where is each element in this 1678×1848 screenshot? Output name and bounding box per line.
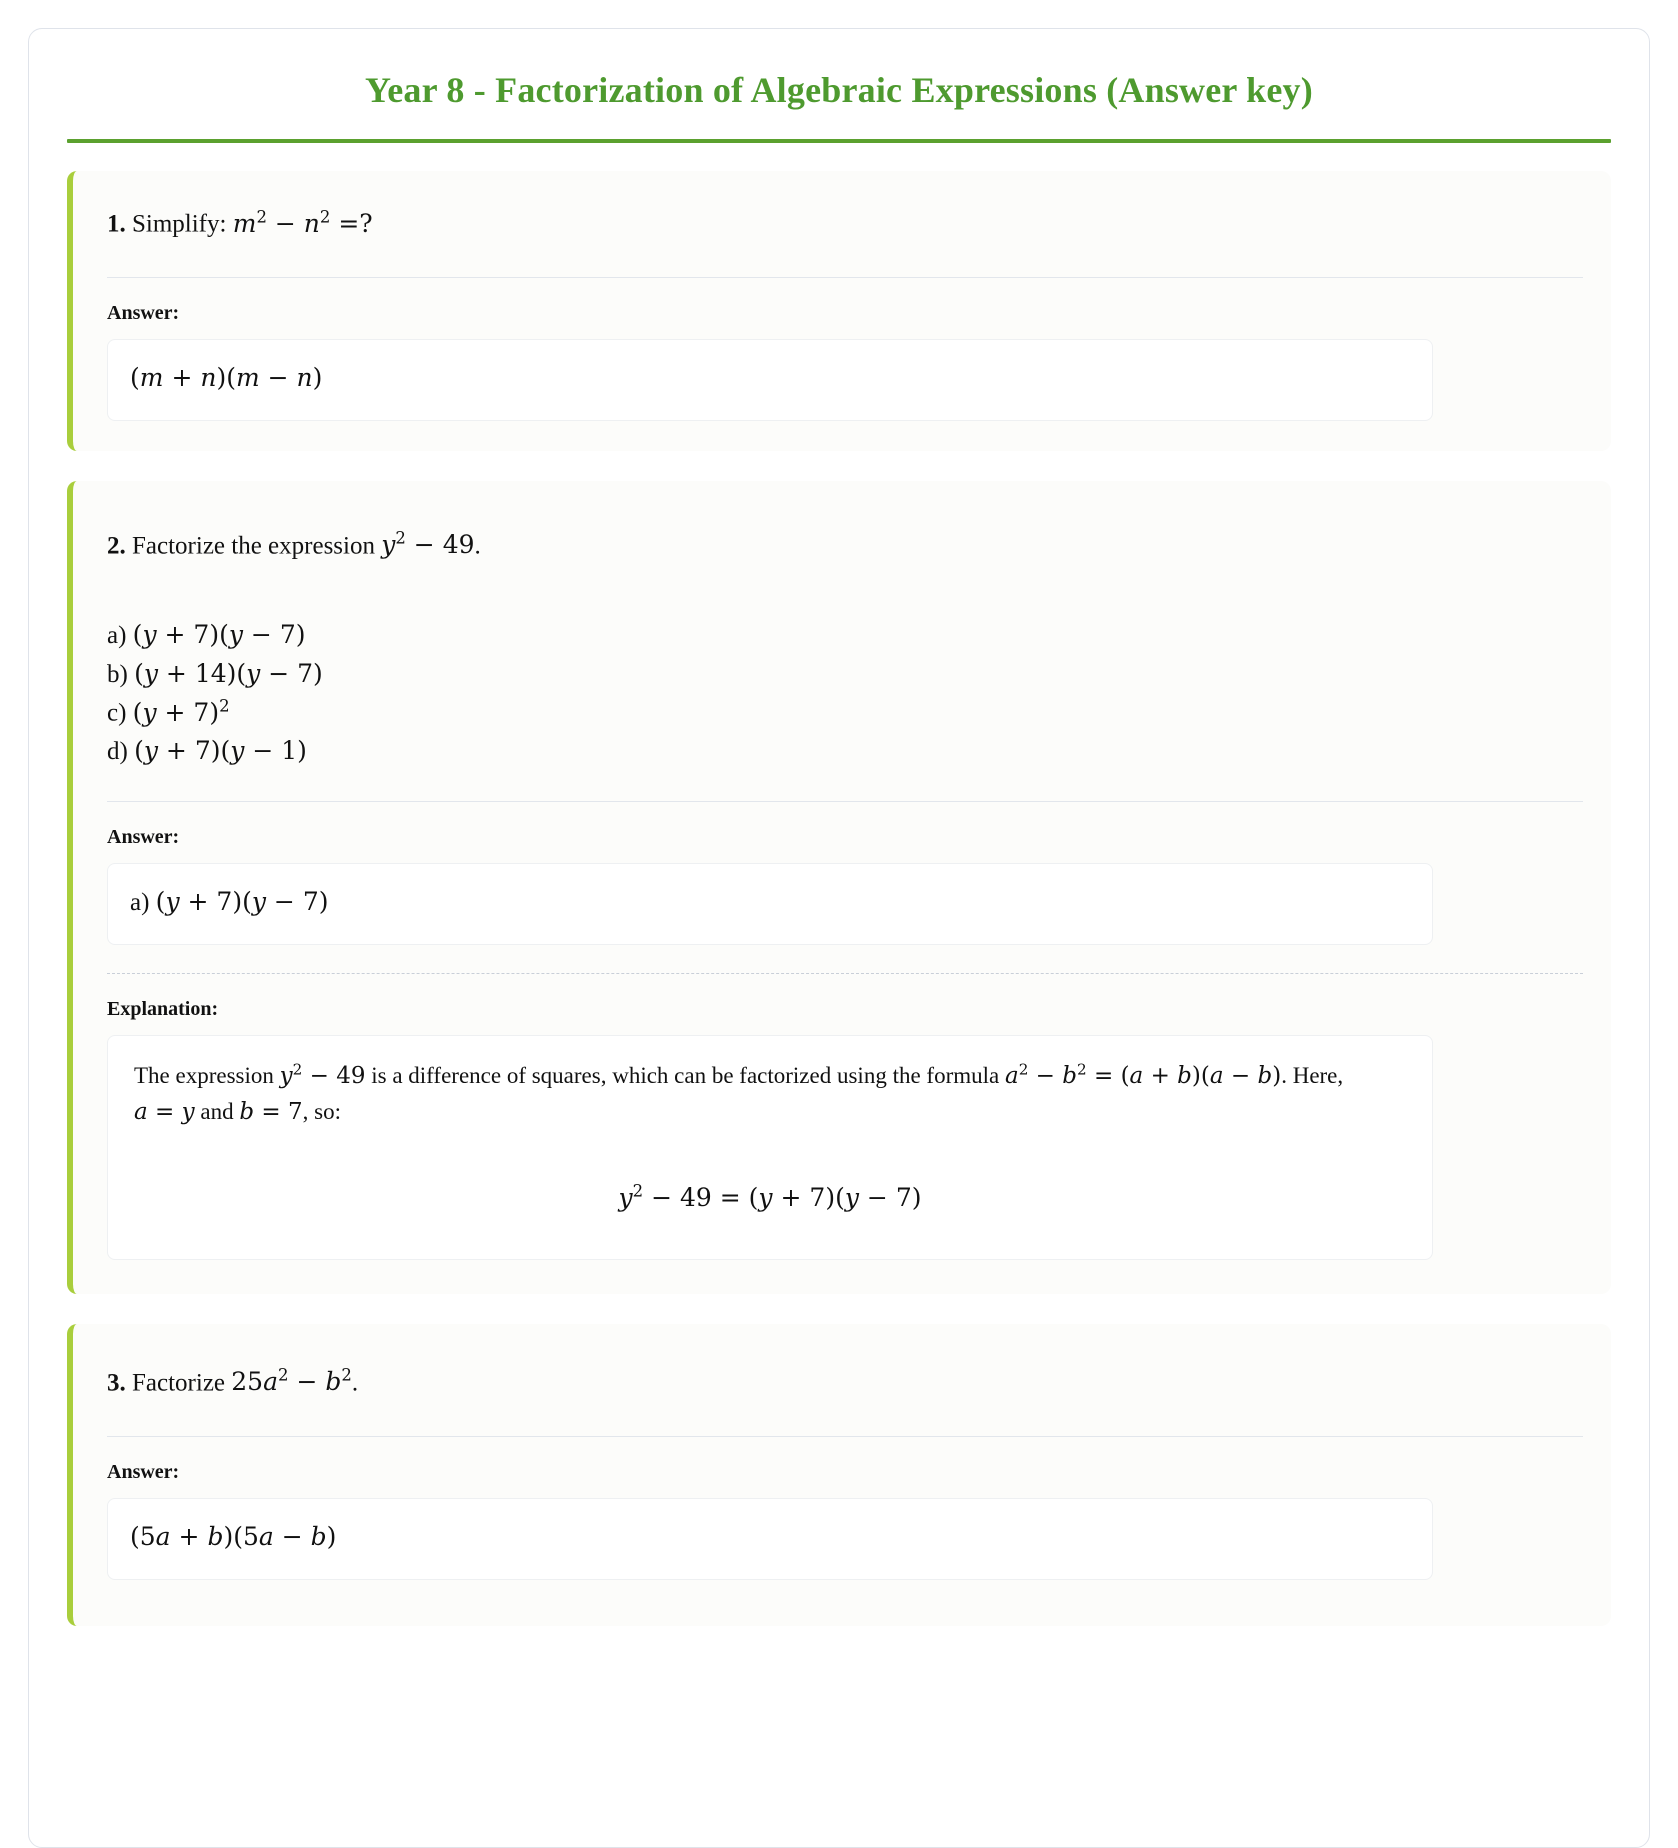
explanation-display-equation [134,1179,1406,1219]
question-2-answer-label: Answer: [107,825,180,848]
explanation-text-1: The expression [134,1062,274,1088]
question-2-answer-box [107,863,1433,945]
option-c[interactable] [107,693,1583,732]
question-2-answer-letter: a) [130,888,150,916]
question-1-divider [107,277,1583,278]
explanation-paragraph [134,1058,1406,1131]
option-d[interactable] [107,732,1583,771]
question-1-prompt [107,205,1583,243]
question-2-divider [107,801,1583,802]
question-1-answer-math: (m + n)(m − n) [130,362,323,392]
page-title: Year 8 - Factorization of Algebraic Expressions (Answer key) [365,70,1313,110]
question-3-answer-math: (5a + b)(5a − b) [130,1521,337,1551]
explanation-text-5: , so: [302,1099,341,1125]
question-2-explanation-box [107,1035,1433,1260]
question-1-answer-box [107,339,1433,421]
option-a[interactable] [107,616,1583,655]
question-2-prompt-text: Factorize the expression [132,532,375,560]
question-card-3 [67,1324,1611,1626]
question-3-math: $25a^2 - b^2$ [231,1366,352,1397]
explanation-text-2: is a difference of squares, which can be factorized using the formula [371,1062,1000,1088]
questions-list [29,143,1649,1625]
question-2-options [107,616,1583,770]
question-3-period: . [351,1369,359,1397]
question-card-2 [67,481,1611,1294]
question-2-number: 2. [107,532,126,560]
question-3-answer-box [107,1498,1433,1580]
question-1-prompt-text: Simplify: [132,210,227,238]
explanation-math-1: $y^2 - 49$ [279,1060,366,1089]
question-1-number: 1. [107,210,126,238]
explanation-text-4: and [200,1099,234,1125]
question-2-math: $y^2 - 49$ [381,528,475,560]
explanation-math-2: $a^2 - b^2 = (a + b)(a - b)$ [1004,1060,1282,1089]
question-2-answer-math: (y + 7)(y − 7) [155,886,329,916]
question-2-prompt [107,527,1583,565]
option-d-label: d) [107,738,128,766]
question-2-explanation-divider [107,973,1583,974]
option-b[interactable] [107,655,1583,694]
question-3-prompt [107,1364,1583,1402]
title-block [29,29,1649,112]
option-b-math: (y + 14)(y − 7) [134,658,323,688]
display-equation-math: $y^2 - 49 = (y + 7)(y - 7)$ [618,1181,922,1213]
option-c-label: c) [107,699,127,727]
question-card-1 [67,171,1611,451]
question-2-explanation-label: Explanation: [107,997,219,1020]
option-a-label: a) [107,622,127,650]
question-1-answer-label: Answer: [107,301,180,324]
option-a-math: (y + 7)(y − 7) [132,620,306,650]
explanation-math-4: b = 7 [239,1099,303,1126]
question-2-period: . [474,532,481,560]
page-frame [28,28,1650,1848]
explanation-text-3: . Here, [1281,1062,1344,1088]
option-b-label: b) [107,660,128,688]
option-d-math: (y + 7)(y − 1) [134,736,307,766]
explanation-math-3: a = y [134,1099,195,1126]
question-1-math: $m^2 - n^2$ =? [232,207,373,238]
question-3-prompt-text: Factorize [132,1369,226,1397]
question-3-answer-label: Answer: [107,1460,180,1483]
question-3-number: 3. [107,1369,126,1397]
option-c-math: $(y + 7)^2$ [132,696,230,727]
question-3-divider [107,1436,1583,1437]
